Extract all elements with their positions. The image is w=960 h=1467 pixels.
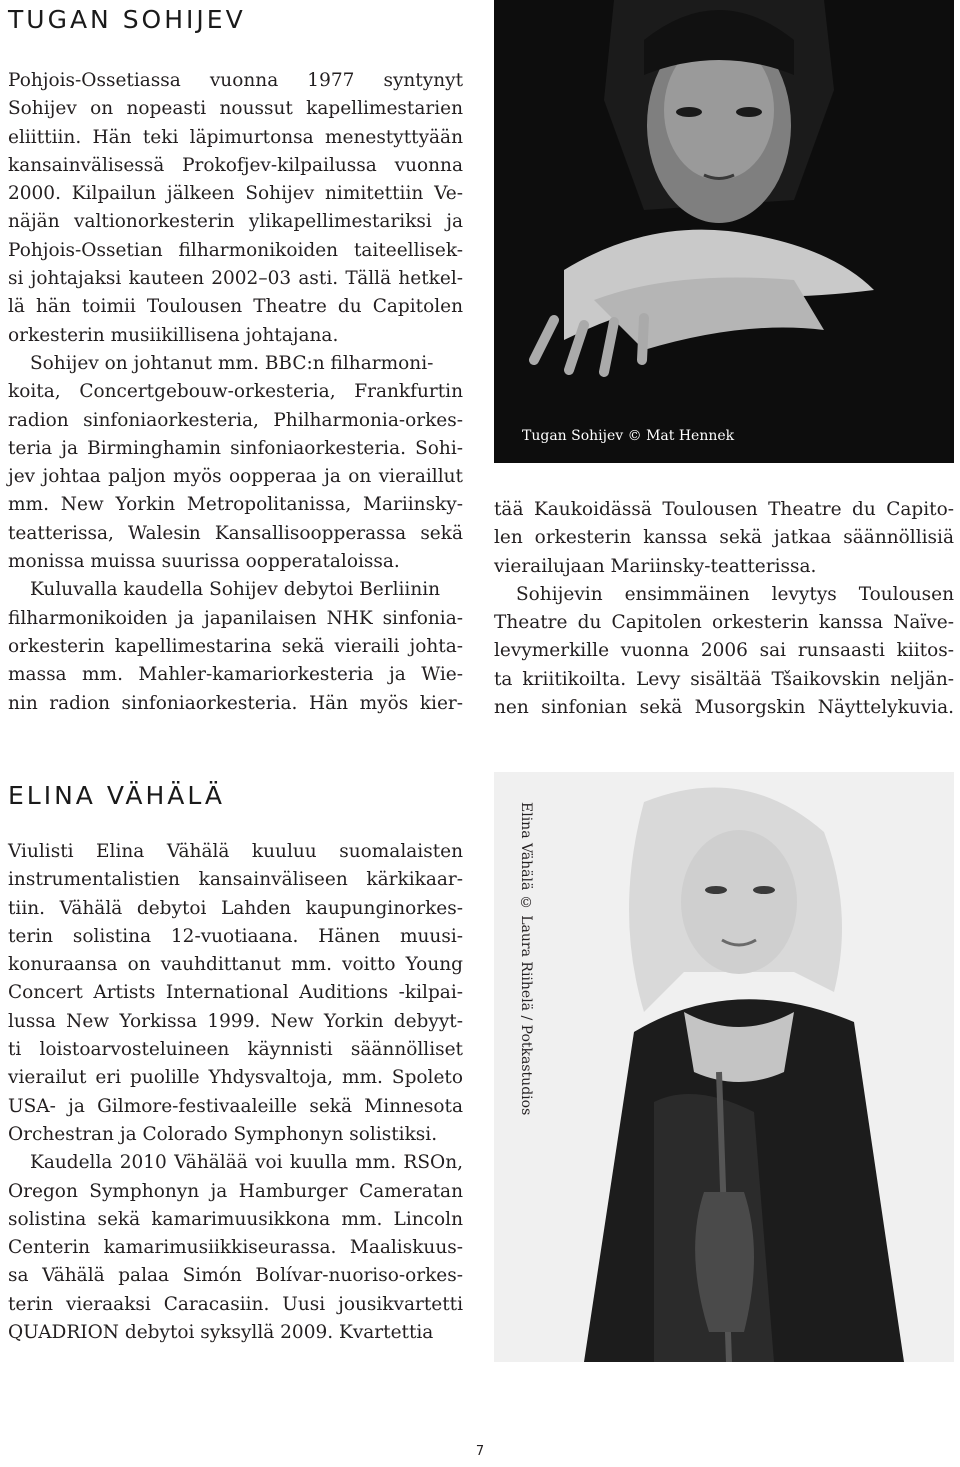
text-line: 2000. Kilpailun jälkeen Sohijev nimitettiin Ve- bbox=[8, 183, 463, 205]
text-line: kansainvälisessä Prokofjev-kilpailussa vuonna bbox=[8, 154, 463, 176]
tugan-sohijev-photo bbox=[494, 0, 954, 463]
text-line: massa mm. Mahler-kamariorkesteria ja Wie- bbox=[8, 664, 463, 686]
text-line: Orchestran ja Colorado Symphonyn solistiksi. bbox=[8, 1123, 438, 1145]
text-line: Pohjois-Ossetian filharmonikoiden taiteellisek- bbox=[8, 239, 463, 261]
text-line: monissa muissa suurissa oopperataloissa. bbox=[8, 551, 400, 573]
text-line: vierailut eri puolille Yhdysvaltoja, mm. Spoleto bbox=[8, 1067, 463, 1089]
text-line: koita, Concertgebouw-orkesteria, Frankfurtin bbox=[8, 381, 463, 403]
photo-credit-caption: Tugan Sohijev © Mat Hennek bbox=[522, 428, 735, 444]
text-line: konuraansa on vauhdittanut mm. voitto Young bbox=[8, 954, 463, 976]
text-line: jev johtaa paljon myös oopperaa ja on vieraillut bbox=[8, 466, 463, 488]
text-line: Sohijev on nopeasti noussut kapellimestarien bbox=[8, 98, 463, 120]
page-number: 7 bbox=[475, 1444, 485, 1459]
text-line: Viulisti Elina Vähälä kuuluu suomalaisten bbox=[8, 841, 463, 862]
text-line: nen sinfonian sekä Musorgskin Näyttelykuvia. bbox=[494, 697, 954, 719]
text-line: USA- ja Gilmore-festivaaleille sekä Minnesota bbox=[8, 1095, 463, 1117]
elina-vahala-heading: ELINA VÄHÄLÄ bbox=[8, 781, 225, 810]
text-line: Theatre du Capitolen orkesterin kanssa Naïve- bbox=[494, 612, 954, 634]
tugan-sohijev-heading: TUGAN SOHIJEV bbox=[8, 5, 246, 34]
text-line: solistina sekä kamarimuusikkona mm. Lincoln bbox=[8, 1208, 463, 1230]
text-line: nin radion sinfoniaorkesteria. Hän myös kier- bbox=[8, 692, 463, 714]
tugan-sohijev-article-column-1 bbox=[8, 67, 463, 718]
text-line: len orkesterin kanssa sekä jatkaa säännöllisiä bbox=[494, 527, 954, 549]
text-line: lä hän toimii Toulousen Theatre du Capitolen bbox=[8, 296, 463, 318]
text-line: tää Kaukoidässä Toulousen Theatre du Capito- bbox=[494, 499, 954, 520]
text-line: levymerkille vuonna 2006 sai runsaasti kiitos- bbox=[494, 640, 954, 662]
elina-vahala-photo bbox=[494, 772, 954, 1362]
text-line: sa Vähälä palaa Simón Bolívar-nuoriso-orkes- bbox=[8, 1265, 463, 1287]
photo-credit-caption: Elina Vähälä © Laura Riihelä / Potkastudios bbox=[518, 802, 534, 1116]
text-line: Kaudella 2010 Vähälää voi kuulla mm. RSOn, bbox=[30, 1152, 463, 1174]
text-line: vierailujaan Mariinsky-teatterissa. bbox=[494, 555, 817, 577]
text-line: Pohjois-Ossetiassa vuonna 1977 syntynyt bbox=[8, 70, 463, 91]
text-line: ti loistoarvosteluineen käynnisti säännölliset bbox=[8, 1039, 463, 1061]
text-line: mm. New Yorkin Metropolitanissa, Mariinsky- bbox=[8, 494, 463, 516]
text-line: terin vieraaksi Caracasiin. Uusi jousikvartetti bbox=[8, 1293, 463, 1315]
text-line: Kuluvalla kaudella Sohijev debytoi Berliinin bbox=[30, 579, 441, 601]
text-line: Concert Artists International Auditions -kilpai- bbox=[8, 982, 463, 1004]
text-line: filharmonikoiden ja japanilaisen NHK sinfonia- bbox=[8, 607, 463, 629]
text-line: radion sinfoniaorkesteria, Philharmonia-orkes- bbox=[8, 409, 463, 431]
text-line: Oregon Symphonyn ja Hamburger Cameratan bbox=[8, 1180, 463, 1202]
text-line: ta kriitikoilta. Levy sisältää Tšaikovskin neljän- bbox=[494, 668, 954, 690]
text-line: tiin. Vähälä debytoi Lahden kaupunginorkes- bbox=[8, 897, 463, 919]
text-line: eliittiin. Hän teki läpimurtonsa menestyttyään bbox=[8, 126, 463, 148]
text-line: teria ja Birminghamin sinfoniaorkesteria. Sohi- bbox=[8, 437, 463, 459]
text-line: QUADRION debytoi syksyllä 2009. Kvartettia bbox=[8, 1322, 434, 1344]
violinist-portrait-illustration bbox=[494, 772, 954, 1362]
tugan-sohijev-article-column-2 bbox=[494, 496, 954, 722]
text-line: orkesterin kapellimestarina sekä vieraili johta- bbox=[8, 635, 463, 657]
text-line: lussa New Yorkissa 1999. New Yorkin debyyt- bbox=[8, 1010, 463, 1032]
text-line: teatterissa, Walesin Kansallisoopperassa sekä bbox=[8, 522, 463, 544]
text-line: Sohijev on johtanut mm. BBC:n filharmoni- bbox=[30, 352, 434, 374]
text-line: instrumentalistien kansainväliseen kärkikaar- bbox=[8, 869, 463, 891]
text-line: si johtajaksi kauteen 2002–03 asti. Tällä hetkel- bbox=[8, 268, 463, 290]
portrait-illustration bbox=[494, 0, 954, 463]
text-line: terin solistina 12-vuotiaana. Hänen muusi- bbox=[8, 925, 463, 947]
text-line: Sohijevin ensimmäinen levytys Toulousen bbox=[516, 583, 954, 605]
elina-vahala-article-column bbox=[8, 838, 463, 1347]
text-line: orkesterin musiikillisena johtajana. bbox=[8, 324, 339, 346]
text-line: näjän valtionorkesterin ylikapellimestariksi ja bbox=[8, 211, 463, 233]
text-line: Centerin kamarimusiikkiseurassa. Maaliskuus- bbox=[8, 1237, 463, 1259]
